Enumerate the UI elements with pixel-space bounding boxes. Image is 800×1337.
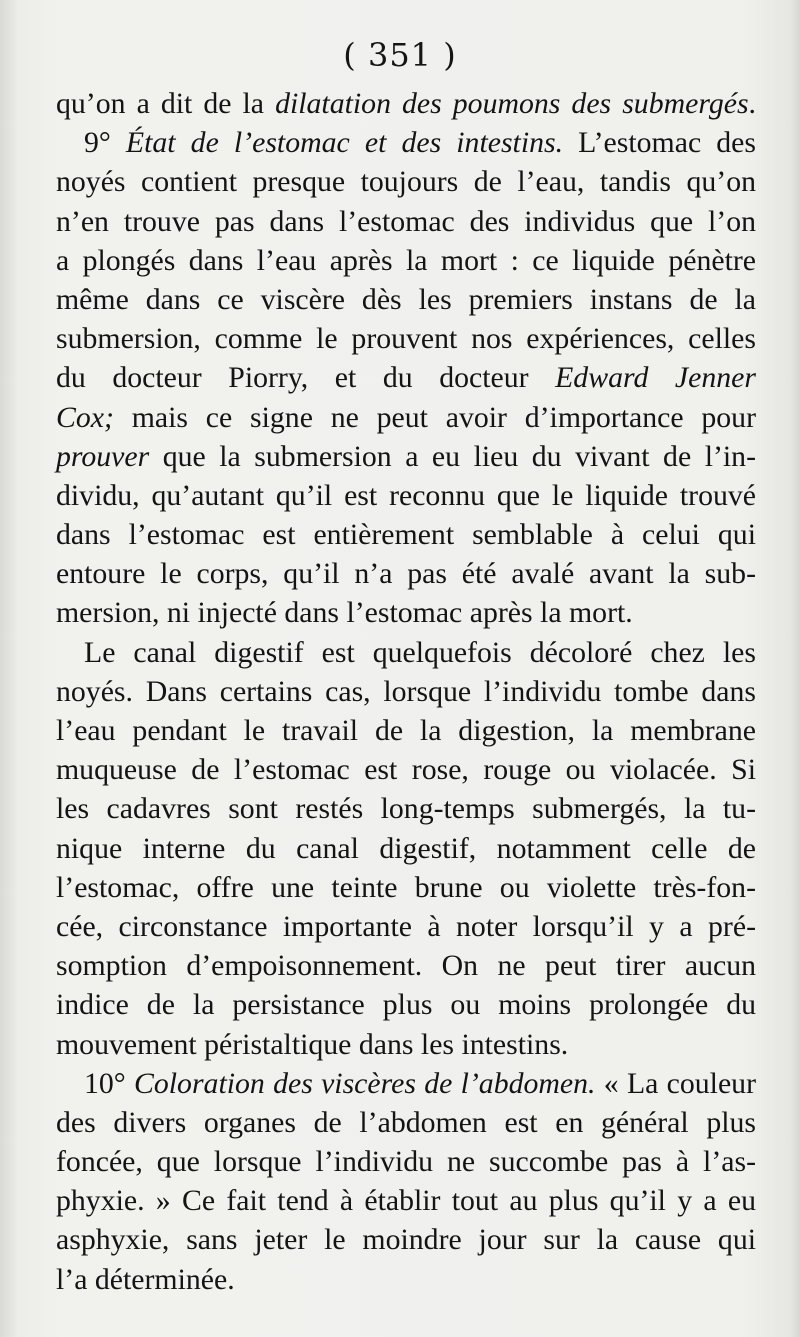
paragraph [56,1064,756,1299]
text-run: Le canal digestif est quelquefois décoloré chez les [84,635,756,669]
text-line [56,554,756,593]
text-run: entoure le corps, qu’il n’a pas été avalé avant la sub- [56,557,756,591]
text-line [56,711,756,750]
text-run: dividu, qu’autant qu’il est reconnu que le liquide trouvé [56,478,756,512]
text-run: cée, circonstance importante à noter lorsqu’il y a pré- [56,909,756,943]
text-line [56,946,756,985]
italic-text: prouver [56,439,150,473]
text-run: muqueuse de l’estomac est rose, rouge ou violacée. Si [56,753,756,787]
text-line [56,907,756,946]
text-run: du docteur Piorry, et du docteur [56,361,556,395]
text-run: 10° [84,1066,134,1100]
text-line [56,1260,756,1299]
text-run: mais ce signe ne peut avoir d’importance pour [113,400,756,434]
text-run: mouvement péristaltique dans les intestins. [56,1027,569,1061]
text-run: noyés contient presque toujours de l’eau, tandis qu’on [56,165,756,199]
text-run: mersion, ni injecté dans l’estomac après la mort. [56,596,633,630]
text-line [56,593,756,632]
italic-text: Coloration des viscères de l’abdomen. [134,1066,596,1100]
italic-text: Cox; [56,400,114,434]
text-line [56,633,756,672]
text-run: asphyxie, sans jeter le moindre jour sur la cause qui [56,1223,756,1257]
text-line [56,868,756,907]
text-run: des divers organes de l’abdomen est en général plus [56,1105,756,1139]
text-line [56,750,756,789]
text-run: foncée, que lorsque l’individu ne succombe pas à l’as- [56,1145,756,1179]
text-line [56,1103,756,1142]
text-line [56,1142,756,1181]
text-run: « La couleur [595,1066,756,1100]
italic-text: Edward Jenner [555,361,756,395]
text-run: n’en trouve pas dans l’estomac des individus que l’on [56,204,756,238]
body-text [56,84,756,1299]
text-run: phyxie. » Ce fait tend à établir tout au plus qu’il y a eu [56,1184,756,1218]
italic-text: dilatation des poumons des submergés [275,87,749,120]
text-run: que la submersion a eu lieu du vivant de l’in- [149,439,756,473]
text-run: l’estomac, offre une teinte brune ou violette très-fon- [56,870,756,904]
text-run: nique interne du canal digestif, notamment celle de [56,831,756,865]
text-run: submersion, comme le prouvent nos expériences, celles [56,322,756,356]
text-run: les cadavres sont restés long-temps submergés, la tu- [56,792,756,826]
text-run: qu’on a dit de la [56,87,276,120]
text-line [56,123,756,162]
text-line [56,515,756,554]
paragraph [56,633,756,1064]
text-line [56,437,756,476]
text-run: somption d’empoisonnement. On ne peut tirer aucun [56,949,756,983]
text-run: dans l’estomac est entièrement semblable à celui qui [56,518,756,552]
text-line [56,985,756,1024]
text-line [56,1181,756,1220]
text-line [56,1025,756,1064]
text-line [56,84,756,123]
text-line [56,476,756,515]
paragraph [56,123,756,632]
text-run: même dans ce viscère dès les premiers instans de la [56,282,756,316]
text-run: . [748,87,756,120]
text-line [56,241,756,280]
text-line [56,789,756,828]
italic-text: État de l’estomac et des intestins. [125,126,564,160]
text-line [56,162,756,201]
text-line [56,1220,756,1259]
text-line [56,202,756,241]
text-run: L’estomac des [563,126,756,160]
paragraph [56,84,756,123]
text-run: indice de la persistance plus ou moins prolongée du [56,988,756,1022]
page-number: ( 351 ) [343,36,457,74]
text-run: noyés. Dans certains cas, lorsque l’individu tombe dans [56,674,756,708]
text-run: 9° [84,126,126,160]
text-line [56,829,756,868]
text-run: a plongés dans l’eau après la mort : ce liquide pénètre [56,243,756,277]
text-line [56,280,756,319]
text-line [56,319,756,358]
text-line [56,1064,756,1103]
text-line [56,672,756,711]
text-line [56,398,756,437]
text-line [56,358,756,397]
text-run: l’a déterminée. [56,1262,235,1296]
text-run: l’eau pendant le travail de la digestion, la membrane [56,714,756,747]
